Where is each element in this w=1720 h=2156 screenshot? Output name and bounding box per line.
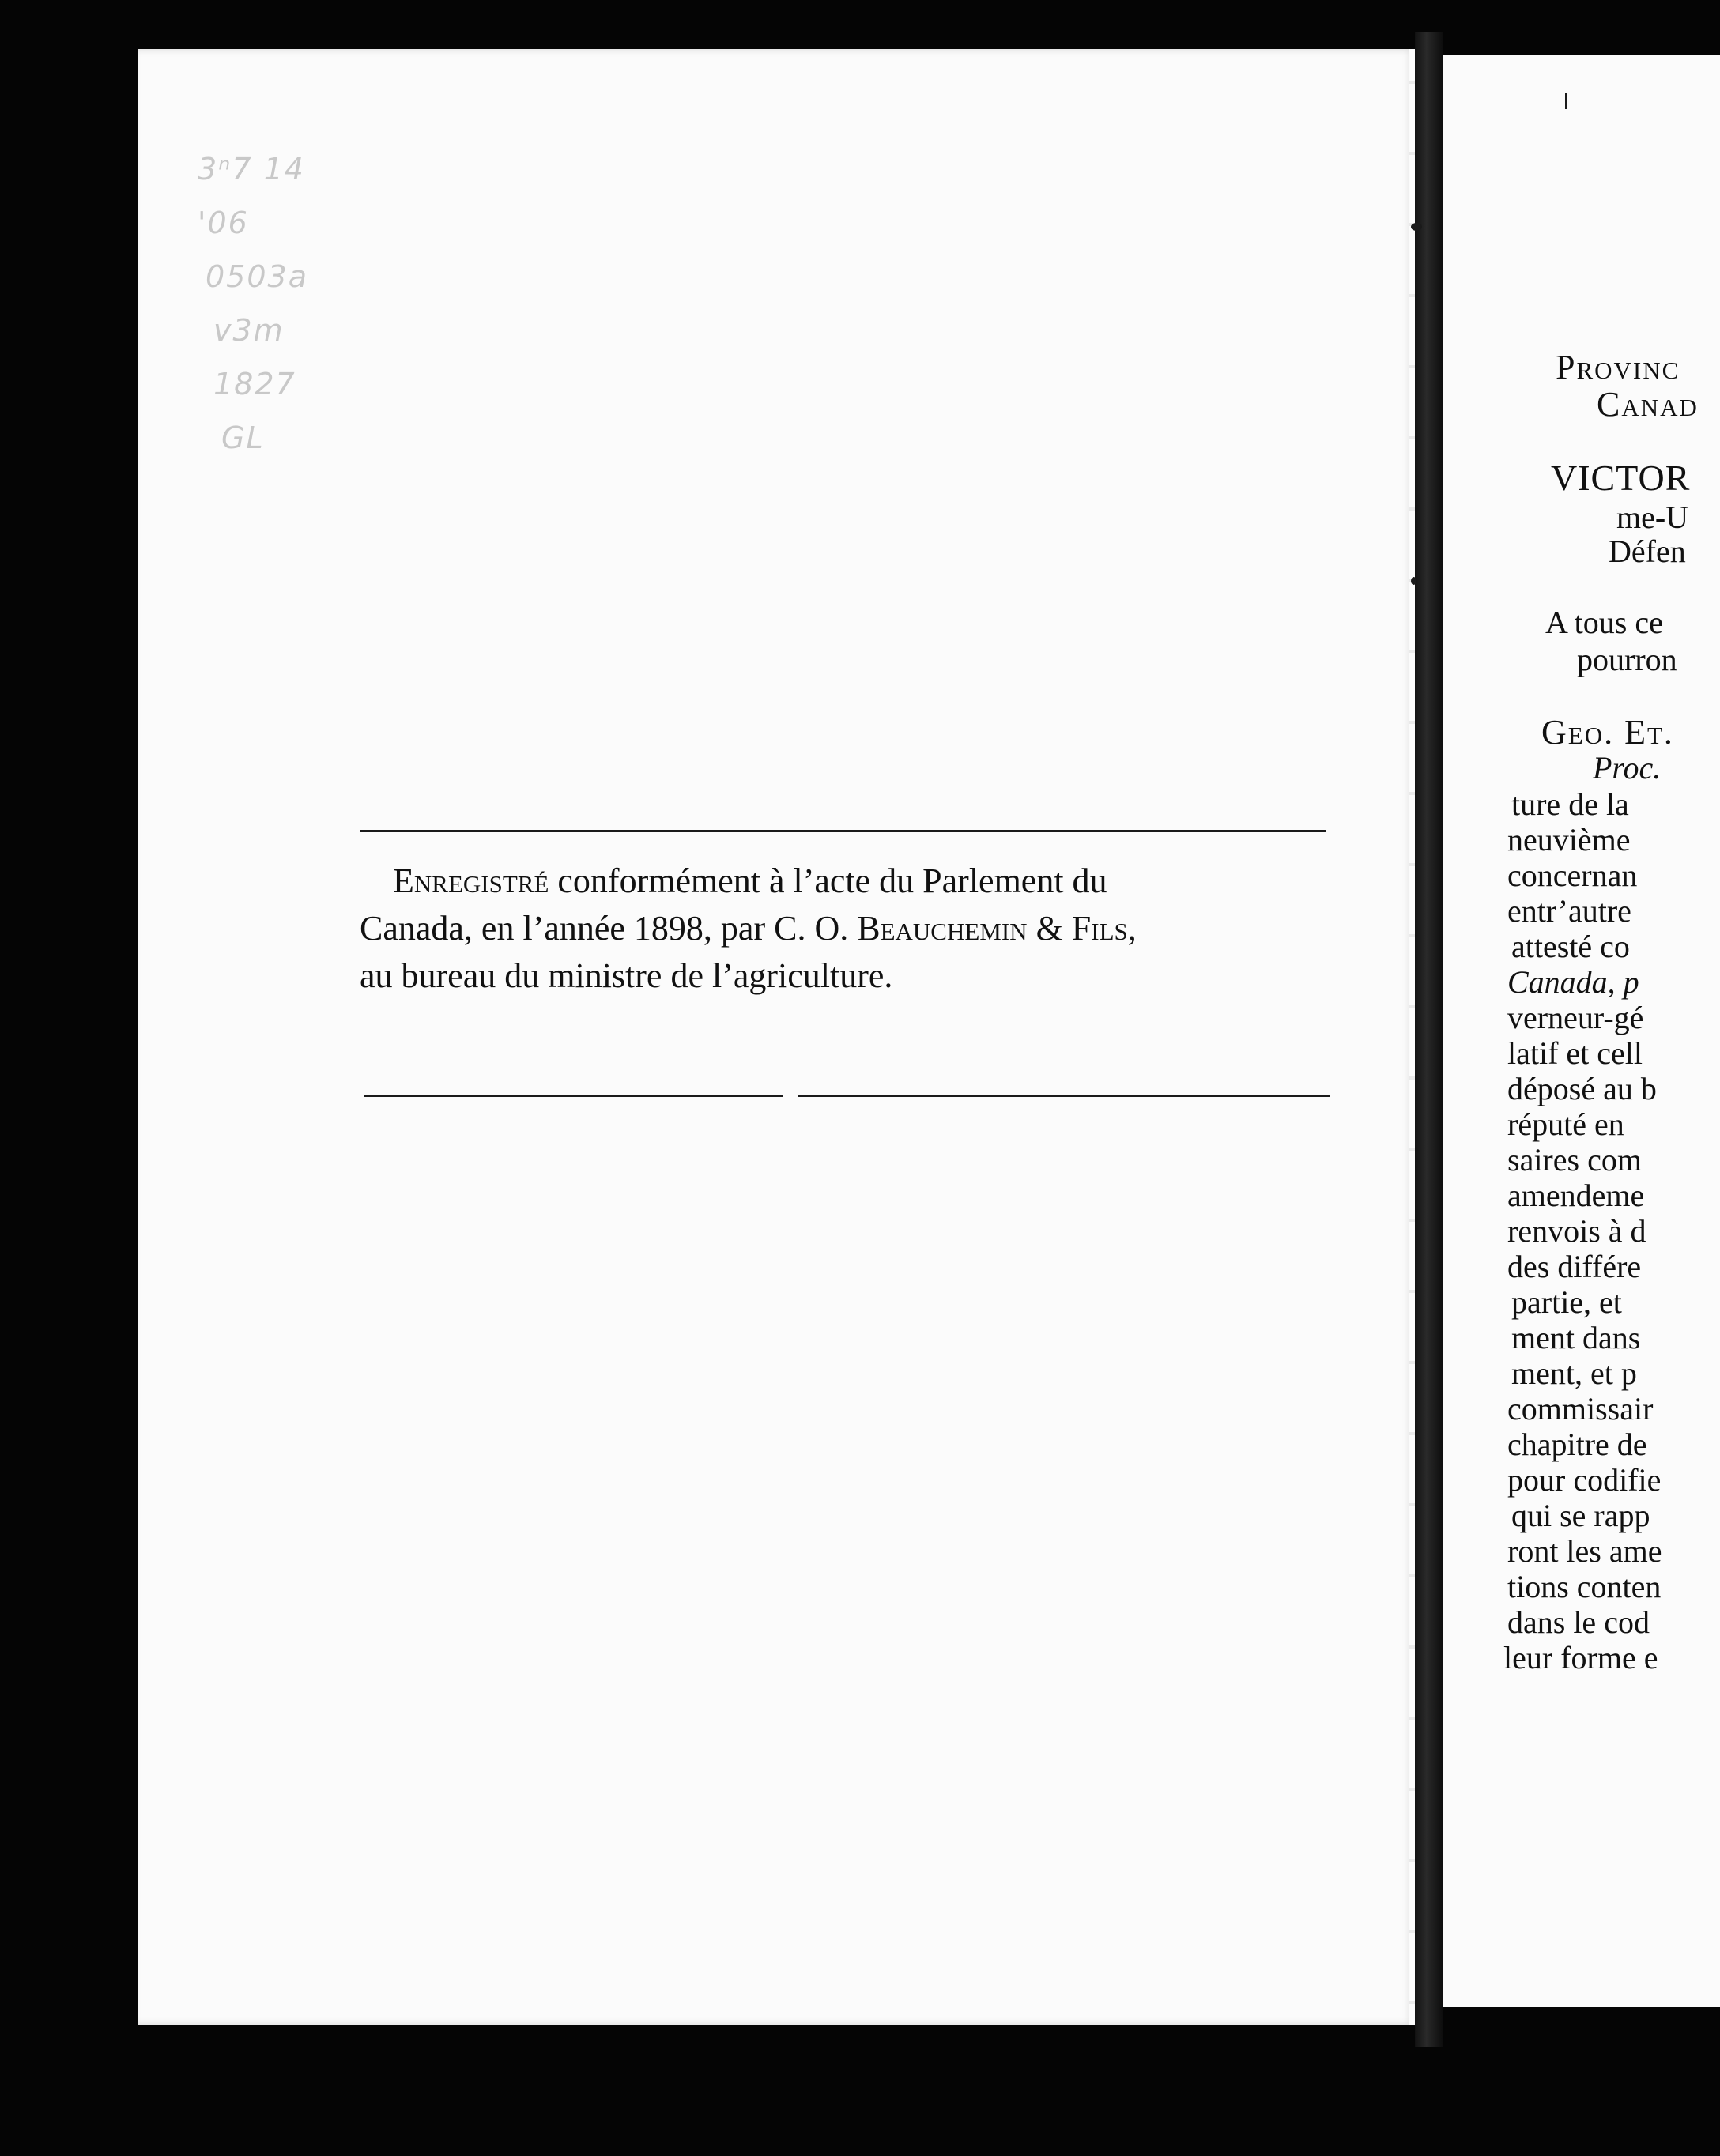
pencil-annotations [198, 142, 308, 465]
bottom-rule [364, 1095, 1330, 1097]
pencil-note: v3m [213, 313, 285, 348]
page-text-line: ture de la [1511, 786, 1629, 822]
right-page [1443, 55, 1720, 2007]
page-text-line: neuvième [1507, 822, 1631, 858]
copyright-line [360, 905, 1340, 952]
page-text-line: Proc. [1593, 750, 1662, 786]
page-text-line: pour codifie [1507, 1462, 1662, 1498]
page-text-line: Provinc [1556, 348, 1680, 386]
ink-speck [1411, 223, 1422, 231]
page-text-line: Défen [1609, 533, 1686, 569]
page-text-line: dans le cod [1507, 1604, 1650, 1640]
page-text-line: partie, et [1511, 1284, 1622, 1320]
page-text-line: ment dans [1511, 1320, 1641, 1355]
page-text-line: leur forme e [1503, 1640, 1658, 1675]
page-text-line: attesté co [1511, 929, 1630, 964]
copyright-lead-word: Enregistré [393, 861, 549, 900]
page-text-line: saires com [1507, 1142, 1642, 1178]
page-text-line: tions conten [1507, 1569, 1662, 1604]
book-gutter [1415, 32, 1443, 2047]
page-text-line: me-U [1616, 499, 1689, 535]
pencil-note: 1827 [213, 367, 296, 401]
ink-speck [1411, 577, 1416, 585]
page-text-line: concernan [1507, 858, 1638, 893]
page-text-line: pourron [1577, 642, 1677, 677]
copyright-notice [360, 858, 1340, 1000]
rule-gap [783, 1093, 798, 1099]
page-text-line: Canada, p [1507, 964, 1639, 1000]
page-text-line: renvois à d [1507, 1213, 1646, 1249]
page-text-line: ront les ame [1507, 1533, 1662, 1569]
pencil-note: 3ⁿ7 14 [198, 152, 305, 187]
page-text-line: déposé au b [1507, 1071, 1657, 1106]
pencil-note: GL [221, 420, 265, 455]
page-text-line: ment, et p [1511, 1355, 1637, 1391]
publisher-name: Beauchemin & Fils [857, 909, 1128, 948]
copyright-line: au bureau du ministre de l’agriculture. [360, 956, 893, 995]
top-rule [360, 830, 1326, 832]
page-text-line: réputé en [1507, 1106, 1624, 1142]
copyright-line [360, 858, 1340, 905]
page-text-line: entr’autre [1507, 893, 1631, 929]
page-text-line: qui se rapp [1511, 1498, 1650, 1533]
copyright-text: conformément à l’acte du Parlement du [549, 861, 1107, 900]
left-page [138, 49, 1415, 2025]
page-text-line: Canad [1597, 385, 1699, 424]
page-text-line: chapitre de [1507, 1427, 1647, 1462]
page-text-line: latif et cell [1507, 1035, 1643, 1071]
copyright-text: Canada, en l’année 1898, par C. O. [360, 909, 858, 948]
ink-speck [1565, 93, 1567, 109]
page-text-line: commissair [1507, 1391, 1654, 1427]
page-text-line: Geo. Et. [1541, 713, 1674, 752]
pencil-note: 0503a [206, 259, 308, 294]
page-text-line: verneur-gé [1507, 1000, 1644, 1035]
page-text-line: A tous ce [1545, 605, 1663, 640]
page-text-line: amendeme [1507, 1178, 1645, 1213]
copyright-text: , [1127, 909, 1137, 948]
pencil-note: '06 [198, 205, 249, 240]
page-text-line: VICTOR [1551, 458, 1691, 498]
page-text-line: des différe [1507, 1249, 1642, 1284]
